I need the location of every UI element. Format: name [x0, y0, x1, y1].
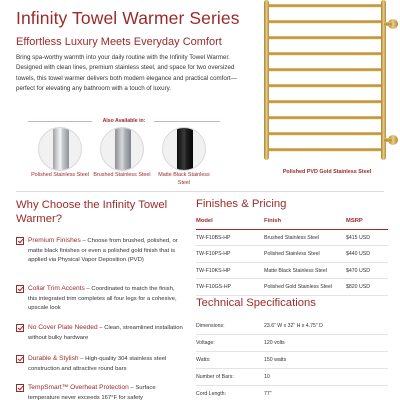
- header-msrp: MSRP: [346, 218, 363, 224]
- spec-value: 120 volts: [264, 340, 285, 346]
- feature-item: [16, 383, 184, 400]
- feature-item: [16, 323, 184, 343]
- cell-finish: Polished Gold Stainless Steel: [264, 284, 333, 290]
- cell-msrp: $415 USD: [346, 234, 370, 241]
- cell-finish: Polished Stainless Steel: [264, 251, 320, 257]
- swatch-brushed-stainless: [100, 127, 144, 171]
- table-row: [196, 246, 388, 263]
- feature-name: Premium Finishes: [28, 237, 81, 244]
- check-icon: [16, 324, 24, 332]
- rack-bar: [264, 116, 384, 119]
- cell-model: TW-F10BS-HP: [196, 234, 231, 241]
- feature-name: Durable & Stylish: [28, 355, 79, 362]
- swatch-polished-stainless: [38, 127, 82, 171]
- product-image: [262, 0, 400, 170]
- check-icon: [16, 355, 24, 363]
- rack-arm: [384, 22, 392, 26]
- availability-rule-right: [154, 121, 220, 122]
- feature-desc: – High-quality 304 stainless steel construction and attractive round bars: [28, 356, 167, 372]
- swatch-bar: [177, 127, 193, 171]
- feature-desc: – Surface temperature never exceeds 167°F for safety: [28, 385, 156, 400]
- pricing-header-row: [196, 213, 388, 230]
- swatch-label-polished: Polished Stainless Steel: [31, 172, 89, 178]
- rack-bar: [264, 132, 384, 135]
- spec-value: 23.6” W x 32” H x 4.75” D: [264, 323, 323, 329]
- spec-label: Cord Length:: [196, 391, 226, 397]
- table-row: [196, 352, 388, 369]
- rack-bar: [264, 52, 384, 55]
- feature-item: [16, 236, 184, 266]
- feature-item: [16, 354, 184, 374]
- feature-text: [28, 383, 184, 400]
- feature-name: TempSmart™ Overheat Protection: [28, 384, 129, 391]
- table-row: [196, 369, 388, 386]
- feature-desc: – Clean, streamlined installation without bulky hardware: [28, 325, 183, 341]
- rack-arm: [384, 138, 392, 142]
- pricing-table: [196, 213, 388, 296]
- table-row: [196, 263, 388, 280]
- cell-msrp: $470 USD: [346, 267, 370, 274]
- cell-finish: Brushed Stainless Steel: [264, 234, 320, 241]
- swatch-bar: [53, 127, 69, 171]
- spec-label: Dimensions:: [196, 323, 225, 329]
- page-title: Infinity Towel Warmer Series: [16, 8, 240, 28]
- specs-table: [196, 318, 388, 400]
- feature-desc: – Choose from brushed, polished, or matte black finishes or even a polished gold finish that is applied via Physical Vapor Deposition (PVD): [28, 238, 178, 264]
- swatch-label-brushed: Brushed Stainless Steel: [93, 172, 151, 178]
- section-divider: [16, 191, 384, 192]
- rack-bar: [264, 68, 384, 71]
- feature-text: [28, 284, 184, 314]
- feature-item: [16, 284, 184, 314]
- rack-bar: [264, 100, 384, 103]
- availability-label: Also Available in:: [102, 118, 146, 124]
- table-row: [196, 318, 388, 335]
- check-icon: [16, 384, 24, 392]
- spec-value: 10: [264, 374, 270, 380]
- intro-paragraph: Bring spa-worthy warmth into your daily routine with the Infinity Towel Warmer. Designed with clean lines, premium stainless steel, and space for two oversized towels, this towel warmer delivers both modern elegance and practical comfort—perfect for elevating any bathroom with a touch of luxury.: [16, 54, 237, 92]
- feature-text: [28, 323, 184, 343]
- swatch-matte-black: [162, 127, 206, 171]
- table-row: [196, 279, 388, 296]
- spec-label: Watts:: [196, 357, 211, 363]
- rack-bar: [264, 148, 384, 151]
- header-model: Model: [196, 218, 213, 224]
- feature-text: [28, 354, 184, 374]
- header-finish: Finish: [264, 218, 282, 224]
- spec-value: 150 watts: [264, 357, 287, 363]
- swatch-bar: [115, 127, 131, 171]
- feature-name: Collar Trim Accents: [28, 285, 85, 292]
- cell-msrp: $440 USD: [346, 251, 370, 257]
- specs-title: Technical Specifications: [196, 297, 316, 309]
- rack-bar: [264, 20, 384, 23]
- cell-model: TW-F10KS-HP: [196, 267, 231, 274]
- check-icon: [16, 285, 24, 293]
- swatch-label-matte-black: Matte Black Stainless Steel: [158, 172, 210, 186]
- table-row: [196, 335, 388, 352]
- rack-post-left: [264, 0, 269, 160]
- product-caption: Polished PVD Gold Stainless Steel: [282, 169, 372, 175]
- spec-label: Number of Bars:: [196, 374, 234, 380]
- pricing-title: Finishes & Pricing: [196, 198, 287, 210]
- check-icon: [16, 237, 24, 245]
- cell-finish: Matte Black Stainless Steel: [264, 267, 327, 274]
- feature-text: [28, 236, 184, 266]
- feature-name: No Cover Plate Needed: [28, 324, 98, 331]
- cell-model: TW-F10PS-HP: [196, 251, 231, 257]
- cell-model: TW-F10GS-HP: [196, 284, 232, 290]
- spec-value: 77”: [264, 391, 272, 397]
- rack-bar: [264, 36, 384, 39]
- page-subtitle: Effortless Luxury Meets Everyday Comfort: [16, 36, 222, 48]
- why-title: Why Choose the Infinity Towel Warmer?: [16, 199, 168, 225]
- table-row: [196, 230, 388, 247]
- rack-bar: [264, 84, 384, 87]
- spec-label: Voltage:: [196, 340, 215, 346]
- table-row: [196, 386, 388, 400]
- feature-desc: – Coordinated to match the finish, this integrated trim completes all four legs for a cohesive, upscale look: [28, 286, 177, 312]
- rack-bar: [264, 4, 384, 7]
- cell-msrp: $820 USD: [346, 284, 370, 290]
